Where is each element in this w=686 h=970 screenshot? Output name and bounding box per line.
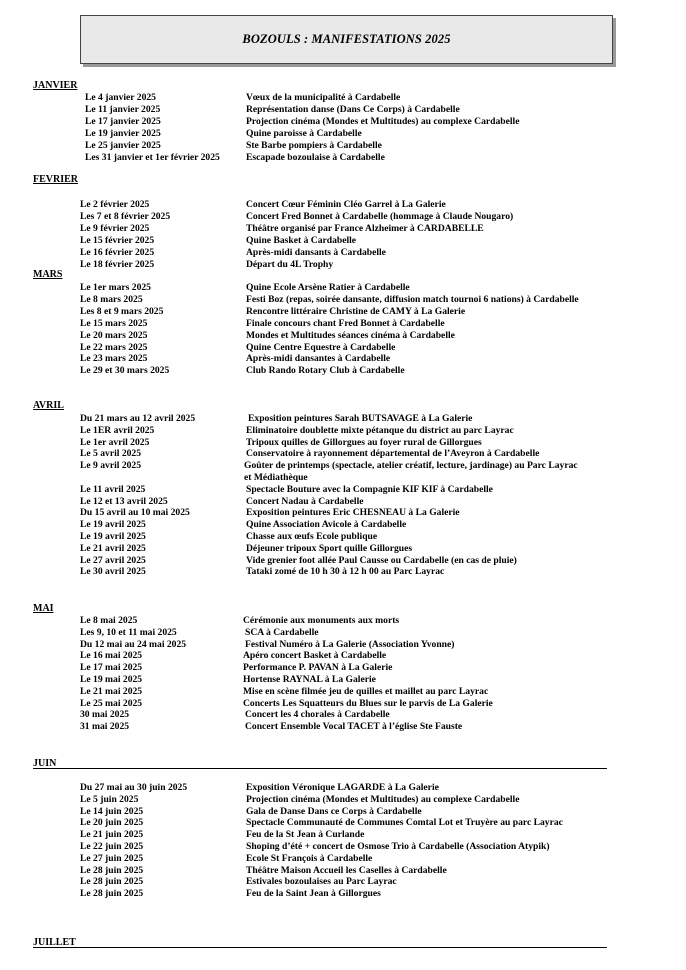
- event-date: Le 17 mai 2025: [80, 662, 143, 674]
- event-description: Exposition peintures Sarah BUTSAVAGE à La Galerie: [248, 413, 473, 424]
- event-date: Le 27 juin 2025: [80, 852, 144, 864]
- event-description: Shoping d’été + concert de Osmose Trio à Cardabelle (Association Atypik): [246, 841, 550, 852]
- month-heading: MAI: [33, 603, 54, 614]
- event-description: Goûter de printemps (spectacle, atelier créatif, lecture, jardinage) au Parc Layrac: [244, 460, 578, 472]
- event-date: Le 1er mars 2025: [80, 282, 151, 293]
- event-description: Ste Barbe pompiers à Cardabelle: [246, 139, 382, 151]
- event-date: Le 20 juin 2025: [80, 817, 144, 829]
- event-date: Le 19 janvier 2025: [85, 127, 161, 139]
- event-description: Quine Centre Equestre à Cardabelle: [246, 341, 396, 353]
- month-heading: JUIN: [33, 758, 607, 769]
- event-date: Le 18 février 2025: [80, 258, 155, 270]
- event-date: Le 22 mars 2025: [80, 341, 148, 353]
- event-description: Mise en scène filmée jeu de quilles et maillet au parc Layrac: [243, 685, 489, 697]
- event-date: Le 19 avril 2025: [80, 531, 146, 542]
- event-description: Après-midi dansants à Cardabelle: [246, 246, 386, 258]
- event-date: Le 28 juin 2025: [80, 888, 144, 900]
- event-description: Théâtre Maison Accueil les Caselles à Cardabelle: [246, 864, 447, 876]
- event-date: Du 27 mai au 30 juin 2025: [80, 782, 188, 793]
- event-description: et Médiathèque: [244, 472, 308, 483]
- event-description: Vide grenier foot allée Paul Causse ou Cardabelle (en cas de pluie): [246, 554, 517, 566]
- event-date: Le 21 juin 2025: [80, 829, 144, 841]
- event-date: Le 12 et 13 avril 2025: [80, 495, 168, 507]
- event-description: Cérémonie aux monuments aux morts: [243, 615, 400, 626]
- event-description: Tataki zomé de 10 h 30 à 12 h 00 au Parc Layrac: [246, 566, 445, 578]
- event-date: Le 2 février 2025: [80, 199, 150, 210]
- event-description: Projection cinéma (Mondes et Multitudes) au complexe Cardabelle: [246, 793, 520, 805]
- event-date: Le 16 février 2025: [80, 246, 155, 258]
- month-heading: FEVRIER: [33, 174, 79, 185]
- event-description: Après-midi dansantes à Cardabelle: [246, 353, 391, 365]
- event-date: Le 29 et 30 mars 2025: [80, 365, 170, 377]
- month-heading: JANVIER: [33, 80, 78, 91]
- event-date: Les 7 et 8 février 2025: [80, 210, 171, 222]
- event-description: Vœux de la municipalité à Cardabelle: [246, 92, 401, 103]
- event-date: Le 22 juin 2025: [80, 841, 144, 852]
- event-date: Les 9, 10 et 11 mai 2025: [80, 626, 177, 638]
- event-description: Festi Boz (repas, soirée dansante, diffusion match tournoi 6 nations) à Cardabelle: [246, 293, 579, 305]
- event-date: Le 27 avril 2025: [80, 554, 146, 566]
- event-description: Tripoux quilles de Gillorgues au foyer rural de Gillorgues: [246, 436, 482, 448]
- event-description: Concert Nadau à Cardabelle: [246, 495, 364, 507]
- event-date: Le 11 janvier 2025: [85, 103, 161, 115]
- event-date: Le 21 mai 2025: [80, 685, 143, 697]
- event-description: Quine paroisse à Cardabelle: [246, 127, 362, 139]
- event-description: Feu de la Saint Jean à Gillorgues: [246, 888, 381, 900]
- event-date: Le 19 avril 2025: [80, 519, 146, 531]
- event-date: Le 11 avril 2025: [80, 483, 146, 495]
- event-description: Ecole St François à Cardabelle: [246, 852, 373, 864]
- event-date: Le 9 avril 2025: [80, 460, 142, 472]
- event-date: Du 15 avril au 10 mai 2025: [80, 507, 190, 519]
- event-description: Projection cinéma (Mondes et Multitudes) au complexe Cardabelle: [246, 115, 520, 127]
- event-description: Eliminatoire doublette mixte pétanque du district au parc Layrac: [246, 424, 514, 436]
- event-date: Le 20 mars 2025: [80, 329, 148, 341]
- month-heading: MARS: [33, 269, 63, 280]
- event-date: Le 14 juin 2025: [80, 805, 144, 817]
- event-description: Conservatoire à rayonnement départemental de l’Aveyron à Cardabelle: [246, 448, 540, 460]
- event-description: Estivales bozoulaises au Parc Layrac: [246, 876, 397, 888]
- title-box: [80, 15, 613, 64]
- event-date: Le 8 mars 2025: [80, 293, 143, 305]
- event-date: Le 1er avril 2025: [80, 436, 150, 448]
- event-date: Le 9 février 2025: [80, 222, 150, 234]
- event-description: Feu de la St Jean à Curlande: [246, 829, 365, 841]
- event-date: Le 19 mai 2025: [80, 674, 143, 685]
- event-description: Apéro concert Basket à Cardabelle: [243, 650, 387, 662]
- event-description: Hortense RAYNAL à La Galerie: [243, 674, 376, 685]
- event-description: Spectacle Bouture avec la Compagnie KIF KIF à Cardabelle: [246, 483, 493, 495]
- event-description: Concert Cœur Féminin Cléo Garrel à La Galerie: [246, 199, 446, 210]
- event-date: Le 4 janvier 2025: [85, 92, 156, 103]
- event-description: Représentation danse (Dans Ce Corps) à Cardabelle: [246, 103, 460, 115]
- event-date: Les 8 et 9 mars 2025: [80, 305, 164, 317]
- event-description: Concerts Les Squatteurs du Blues sur le parvis de La Galerie: [243, 697, 493, 709]
- event-description: Exposition Véronique LAGARDE à La Galerie: [246, 782, 439, 793]
- event-date: Le 8 mai 2025: [80, 615, 138, 626]
- event-description: SCA à Cardabelle: [245, 626, 319, 638]
- event-date: Le 21 avril 2025: [80, 542, 146, 554]
- event-description: Quine Basket à Cardabelle: [246, 234, 357, 246]
- event-description: Concert Ensemble Vocal TACET à l’église Ste Fauste: [245, 721, 463, 733]
- event-date: Le 16 mai 2025: [80, 650, 143, 662]
- event-description: Théâtre organisé par France Alzheimer à CARDABELLE: [246, 222, 484, 234]
- event-description: Quine Ecole Arsène Ratier à Cardabelle: [246, 282, 410, 293]
- event-date: Le 23 mars 2025: [80, 353, 148, 365]
- page-title: BOZOULS : MANIFESTATIONS 2025: [242, 32, 451, 46]
- event-date: Le 17 janvier 2025: [85, 115, 161, 127]
- event-description: Performance P. PAVAN à La Galerie: [243, 662, 393, 674]
- event-description: Festival Numéro à La Galerie (Association Yvonne): [245, 638, 455, 650]
- event-date: Le 28 juin 2025: [80, 864, 144, 876]
- event-description: Déjeuner tripoux Sport quille Gillorgues: [246, 542, 413, 554]
- event-description: Concert les 4 chorales à Cardabelle: [245, 709, 390, 721]
- event-date: Le 5 juin 2025: [80, 793, 139, 805]
- event-date: Le 15 février 2025: [80, 234, 155, 246]
- month-heading: JUILLET: [33, 937, 607, 948]
- event-date: Le 30 avril 2025: [80, 566, 146, 578]
- event-description: Chasse aux œufs Ecole publique: [246, 531, 378, 542]
- event-description: Escapade bozoulaise à Cardabelle: [246, 151, 385, 163]
- event-description: Concert Fred Bonnet à Cardabelle (hommage à Claude Nougaro): [246, 210, 514, 222]
- event-date: 31 mai 2025: [80, 721, 130, 733]
- event-description: Mondes et Multitudes séances cinéma à Cardabelle: [246, 329, 455, 341]
- event-date: Le 25 mai 2025: [80, 697, 143, 709]
- event-description: Club Rando Rotary Club à Cardabelle: [246, 365, 405, 377]
- event-description: Quine Association Avicole à Cardabelle: [246, 519, 407, 531]
- event-description: Rencontre littéraire Christine de CAMY à La Galerie: [246, 305, 466, 317]
- event-description: Finale concours chant Fred Bonnet à Cardabelle: [246, 317, 445, 329]
- event-date: Le 28 juin 2025: [80, 876, 144, 888]
- event-date: Les 31 janvier et 1er février 2025: [85, 151, 220, 163]
- event-date: Le 25 janvier 2025: [85, 139, 161, 151]
- month-heading: AVRIL: [33, 400, 64, 411]
- event-description: Spectacle Communauté de Communes Comtal Lot et Truyère au parc Layrac: [246, 817, 563, 829]
- event-date: Du 21 mars au 12 avril 2025: [80, 413, 196, 424]
- event-description: Départ du 4L Trophy: [246, 258, 334, 270]
- event-date: 30 mai 2025: [80, 709, 130, 721]
- event-date: Le 15 mars 2025: [80, 317, 148, 329]
- event-date: Du 12 mai au 24 mai 2025: [80, 638, 187, 650]
- event-description: Exposition peintures Eric CHESNEAU à La Galerie: [246, 507, 460, 519]
- event-description: Gala de Danse Dans ce Corps à Cardabelle: [246, 805, 422, 817]
- event-date: Le 1ER avril 2025: [80, 424, 155, 436]
- event-date: Le 5 avril 2025: [80, 448, 142, 460]
